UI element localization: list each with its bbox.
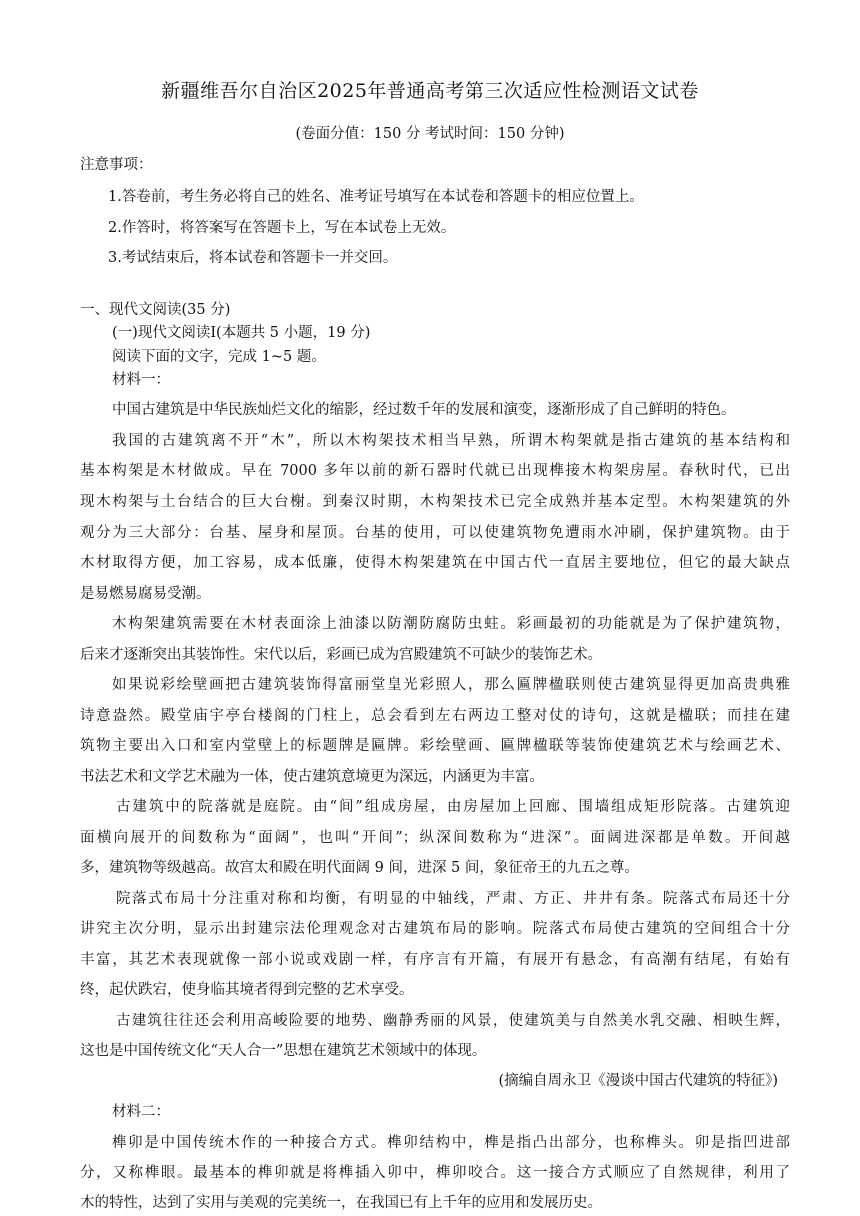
source-citation: (摘编自周永卫《漫谈中国古代建筑的特征》) bbox=[498, 1073, 778, 1089]
paragraph-line: 书法艺术和文学艺术融为一体，使古建筑意境更为深远，内涵更为丰富。 bbox=[80, 769, 544, 785]
notice-heading: 注意事项： bbox=[80, 157, 153, 173]
notice-item: 3.考试结束后，将本试卷和答题卡一并交回。 bbox=[108, 250, 398, 266]
paragraph-line: 榫卯是中国传统木作的一种接合方式。榫卯结构中，榫是指凸出部分，也称榫头。卯是指凹进部 bbox=[112, 1135, 790, 1151]
paragraph-line: 后来才逐渐突出其装饰性。宋代以后，彩画已成为宫殿建筑不可缺少的装饰艺术。 bbox=[80, 647, 602, 663]
paragraph-line: 诗意盎然。殿堂庙宇亭台楼阁的门柱上，总会看到左右两边工整对仗的诗句，这就是楹联；而挂在建 bbox=[80, 708, 790, 724]
notice-item: 2.作答时，将答案写在答题卡上，写在本试卷上无效。 bbox=[108, 220, 456, 236]
paragraph-line: 多，建筑物等级越高。故宫太和殿在明代面阔 9 间，进深 5 间，象征帝王的九五之尊。 bbox=[80, 860, 639, 876]
paragraph-line: 观分为三大部分：台基、屋身和屋顶。台基的使用，可以使建筑物免遭雨水冲刷，保护建筑物。由于 bbox=[80, 525, 790, 541]
paragraph-line: 中国古建筑是中华民族灿烂文化的缩影，经过数千年的发展和演变，逐渐形成了自己鲜明的特色。 bbox=[112, 402, 736, 418]
notice-item: 1.答卷前，考生务必将自己的姓名、准考证号填写在本试卷和答题卡的相应位置上。 bbox=[108, 189, 644, 205]
paragraph-line: 我国的古建筑离不开“木”，所以木构架技术相当早熟，所谓木构架就是指古建筑的基本结构和 bbox=[112, 433, 790, 449]
paragraph-line: 木构架建筑需要在木材表面涂上油漆以防潮防腐防虫蛀。彩画最初的功能就是为了保护建筑物， bbox=[112, 616, 790, 632]
paragraph-line: 现木构架与土台结合的巨大台榭。到秦汉时期，木构架技术已完全成熟并基本定型。木构架建筑的外 bbox=[80, 494, 790, 510]
exam-subtitle: (卷面分值：150 分 考试时间：150 分钟) bbox=[295, 126, 565, 142]
exam-title: 新疆维吾尔自治区2025年普通高考第三次适应性检测语文试卷 bbox=[161, 80, 699, 102]
paragraph-line: 如果说彩绘壁画把古建筑装饰得富丽堂皇光彩照人，那么匾牌楹联则使古建筑显得更加高贵典雅 bbox=[112, 677, 790, 693]
material-label: 材料二： bbox=[112, 1104, 170, 1120]
paragraph-line: 讲究主次分明，显示出封建宗法伦理观念对古建筑布局的影响。院落式布局使古建筑的空间组合十分 bbox=[80, 921, 790, 937]
paragraph-line: 是易燃易腐易受潮。 bbox=[80, 586, 211, 602]
paragraph-line: 基本构架是木材做成。早在 7000 多年以前的新石器时代就已出现榫接木构架房屋。春秋时代，已出 bbox=[80, 463, 790, 479]
paragraph-line: 筑物主要出入口和室内堂壁上的标题牌是匾牌。彩绘壁画、匾牌楹联等装饰使建筑艺术与绘画艺术、 bbox=[80, 738, 790, 754]
sub-section-heading: (一)现代文阅读Ⅰ(本题共 5 小题，19 分) bbox=[112, 325, 371, 341]
paragraph-line: 古建筑往往还会利用高峻险要的地势、幽静秀丽的风景，使建筑美与自然美水乳交融、相映生辉， bbox=[116, 1013, 790, 1029]
paragraph-line: 院落式布局十分注重对称和均衡，有明显的中轴线，严肃、方正、井井有条。院落式布局还十分 bbox=[116, 891, 790, 907]
instruction-text: 阅读下面的文字，完成 1~5 题。 bbox=[112, 349, 326, 365]
material-label: 材料一： bbox=[112, 372, 170, 388]
paragraph-line: 木材取得方便，加工容易，成本低廉，使得木构架建筑在中国古代一直居主要地位，但它的最大缺点 bbox=[80, 555, 790, 571]
paragraph-line: 这也是中国传统文化“天人合一”思想在建筑艺术领域中的体现。 bbox=[80, 1043, 487, 1059]
paragraph-line: 终，起伏跌宕，使身临其境者得到完整的艺术享受。 bbox=[80, 982, 414, 998]
paragraph-line: 面横向展开的间数称为“面阔”，也叫“开间”；纵深间数称为“进深”。面阔进深都是单数。开间越 bbox=[80, 830, 790, 846]
section-heading: 一、现代文阅读(35 分) bbox=[80, 302, 231, 318]
paragraph-line: 古建筑中的院落就是庭院。由“间”组成房屋，由房屋加上回廊、围墙组成矩形院落。古建筑迎 bbox=[116, 799, 790, 815]
paragraph-line: 分，又称榫眼。最基本的榫卯就是将榫插入卯中，榫卯咬合。这一接合方式顺应了自然规律，利用了 bbox=[80, 1165, 790, 1181]
paragraph-line: 丰富，其艺术表现就像一部小说或戏剧一样，有序言有开篇，有展开有悬念，有高潮有结尾，有始有 bbox=[80, 952, 790, 968]
paragraph-line: 木的特性，达到了实用与美观的完美统一，在我国已有上千年的应用和发展历史。 bbox=[80, 1195, 602, 1211]
